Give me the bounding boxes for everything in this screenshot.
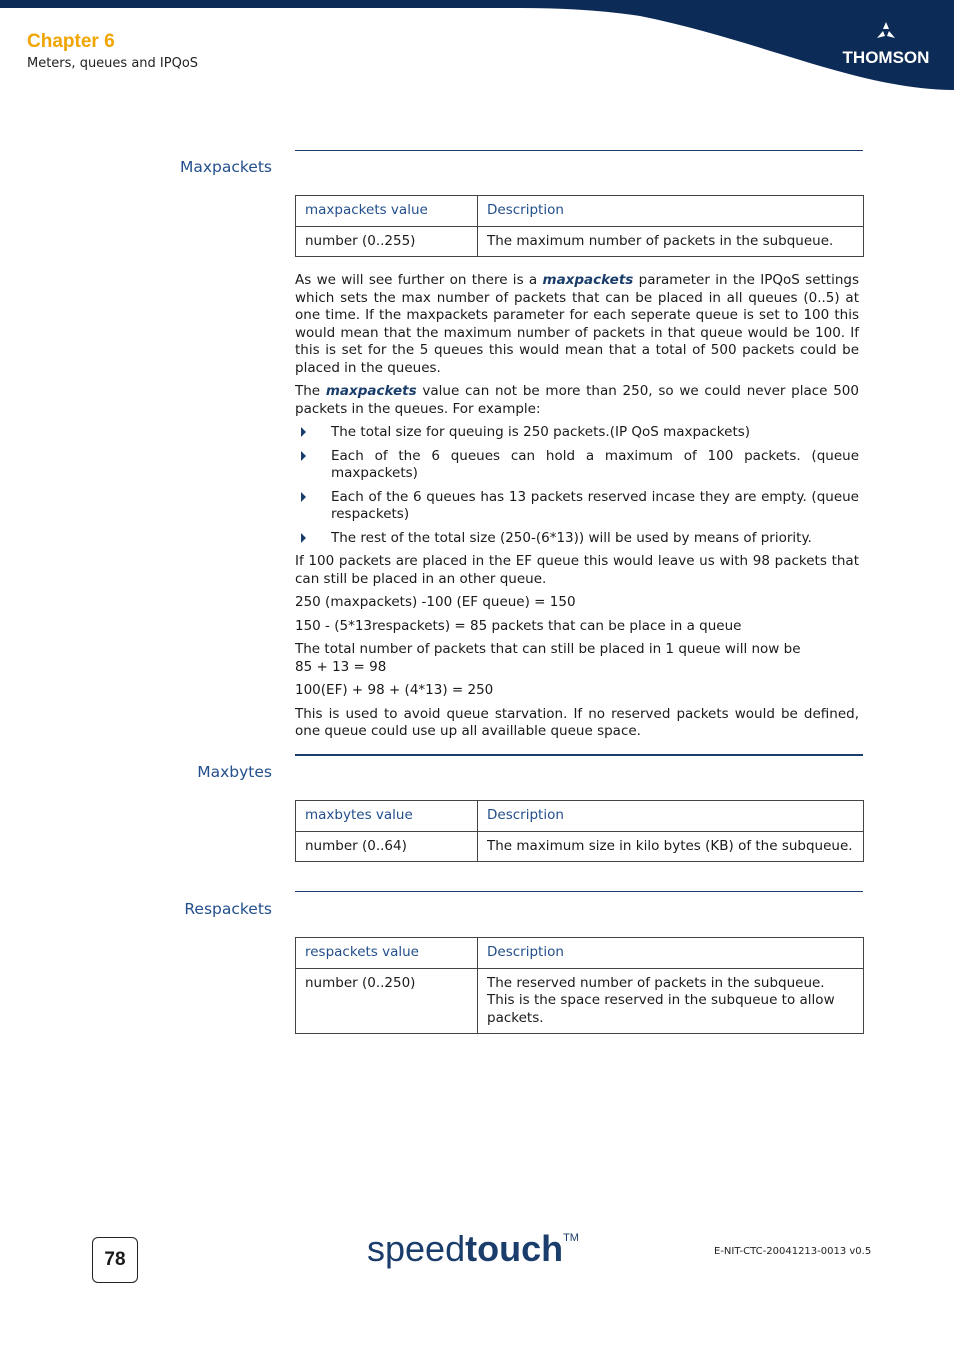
table-cell: The maximum size in kilo bytes (KB) of the subqueue.: [478, 831, 864, 862]
section-rule-maxbytes: [295, 754, 863, 756]
speedtouch-logo: speedtouch™: [367, 1228, 579, 1269]
table-header-row: [296, 938, 864, 969]
list-item: The total size for queuing is 250 packets.(IP QoS maxpackets): [295, 424, 859, 442]
section-title-maxbytes: Maxbytes: [197, 763, 272, 781]
table-header-cell: Description: [478, 938, 864, 969]
table-header-cell: respackets value: [296, 938, 478, 969]
table-row: [296, 968, 864, 1034]
bullet-arrow-icon: [301, 451, 306, 461]
table-header-row: [296, 801, 864, 832]
brand-name: THOMSON: [842, 48, 930, 67]
section-rule-respackets: [295, 891, 863, 892]
chapter-subtitle: Meters, queues and IPQoS: [27, 56, 199, 71]
body-text: [295, 272, 859, 747]
table-row: [296, 831, 864, 862]
paragraph: This is used to avoid queue starvation. If no reserved packets would be defined, one queue could use up all availlable queue space.: [295, 705, 859, 739]
maxbytes-table: [295, 800, 864, 862]
list-item: Each of the 6 queues can hold a maximum of 100 packets. (queue maxpackets): [295, 448, 859, 483]
table-header-row: [296, 196, 864, 227]
bullet-arrow-icon: [301, 427, 306, 437]
bullet-arrow-icon: [301, 533, 306, 543]
respackets-table: [295, 937, 864, 1034]
document-reference: E-NIT-CTC-20041213-0013 v0.5: [714, 1246, 872, 1257]
brand-logo: [838, 20, 934, 70]
table-header-cell: maxpackets value: [296, 196, 478, 227]
section-title-respackets: Respackets: [184, 900, 272, 918]
paragraph: The total number of packets that can still be placed in 1 queue will now be 85 + 13 = 98: [295, 641, 801, 675]
paragraph: If 100 packets are placed in the EF queue this would leave us with 98 packets that can still be placed in an other queue.: [295, 553, 859, 587]
table-row: [296, 226, 864, 257]
paragraph: 100(EF) + 98 + (4*13) = 250: [295, 682, 494, 698]
bullet-arrow-icon: [301, 492, 306, 502]
page-number: 78: [92, 1237, 138, 1283]
table-header-cell: Description: [478, 196, 864, 227]
thomson-emblem-icon: [838, 20, 934, 48]
table-header-cell: maxbytes value: [296, 801, 478, 832]
paragraph: As we will see further on there is a maxpackets parameter in the IPQoS settings which sets the max number of packets that can be placed in all queues (0..5) at one time. If the maxpackets parameter for each seperate queue is set to 100 this would mean that the maximum number of packets in that queue would be 100. If this is set for the 5 queues this would mean that a total of 500 packets could be placed in the queues.: [295, 272, 860, 376]
table-cell: number (0..250): [296, 968, 478, 1034]
table-cell: The maximum number of packets in the subqueue.: [478, 226, 864, 257]
maxpackets-table: [295, 195, 864, 257]
paragraph: The maxpackets value can not be more than 250, so we could never place 500 packets in the queues. For example:: [295, 383, 859, 417]
table-cell: number (0..64): [296, 831, 478, 862]
list-item: Each of the 6 queues has 13 packets reserved incase they are empty. (queue respackets): [295, 489, 859, 524]
table-cell: number (0..255): [296, 226, 478, 257]
header-band: [0, 0, 954, 100]
section-title-maxpackets: Maxpackets: [179, 158, 272, 176]
paragraph: 150 - (5*13respackets) = 85 packets that can be place in a queue: [295, 617, 742, 634]
table-cell: The reserved number of packets in the subqueue. This is the space reserved in the subqueue to allow packets.: [478, 968, 864, 1034]
section-rule-maxpackets: [295, 150, 863, 151]
bullet-list: [295, 424, 859, 547]
chapter-title: Chapter 6: [27, 31, 115, 52]
table-header-cell: Description: [478, 801, 864, 832]
paragraph: 250 (maxpackets) -100 (EF queue) = 150: [295, 594, 576, 610]
list-item: The rest of the total size (250-(6*13)) will be used by means of priority.: [295, 530, 859, 548]
